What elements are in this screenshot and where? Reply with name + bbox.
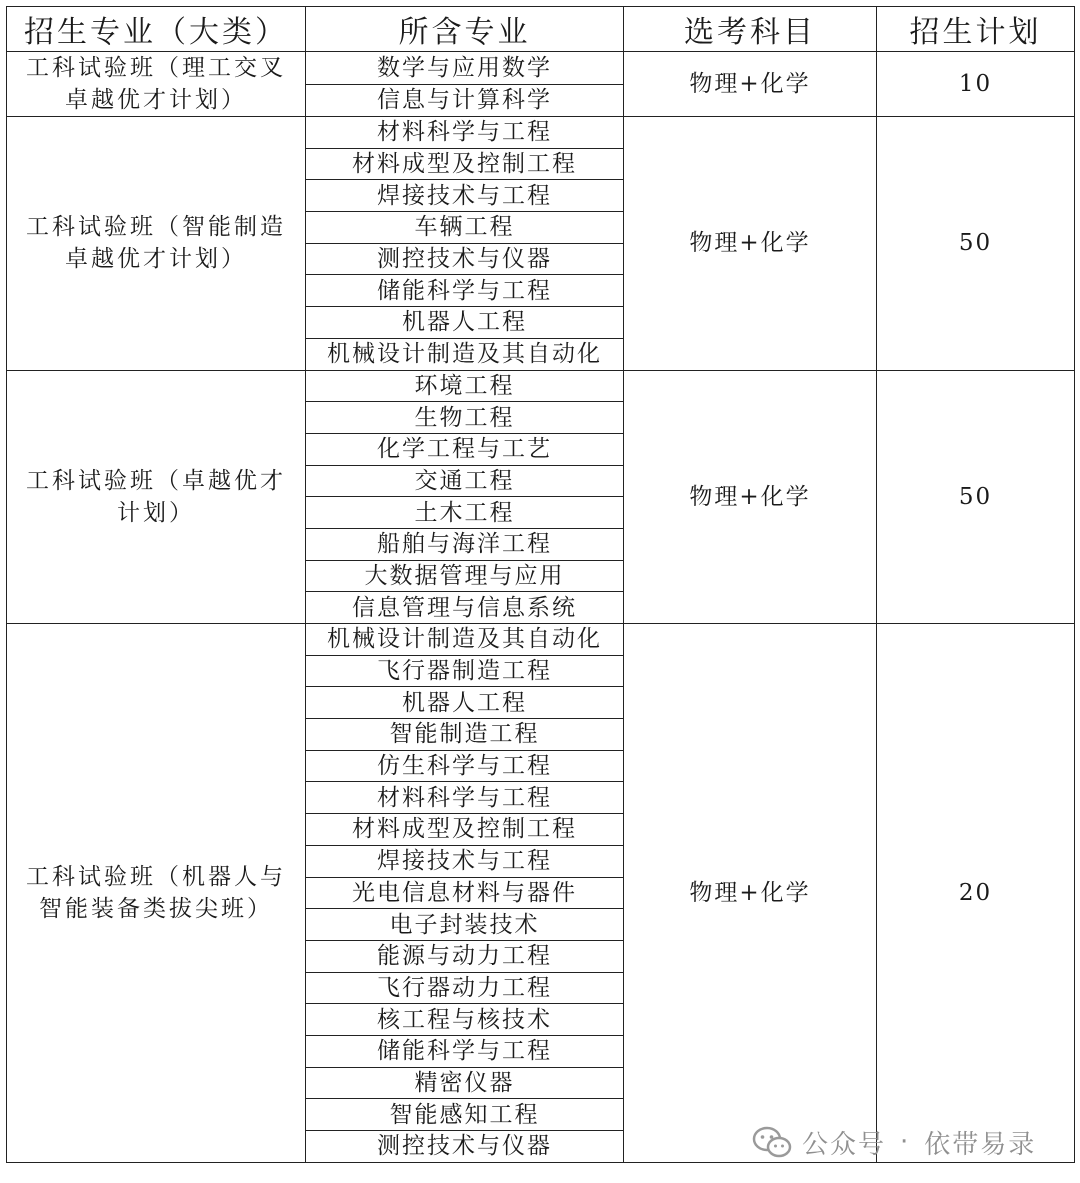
major-cell: 机械设计制造及其自动化 — [306, 338, 624, 370]
subjects-cell: 物理+化学 — [624, 117, 877, 371]
major-cell: 船舶与海洋工程 — [306, 528, 624, 560]
admissions-table — [6, 6, 1075, 1163]
watermark-account: 依带易录 — [924, 1129, 1037, 1160]
major-cell: 信息管理与信息系统 — [306, 592, 624, 624]
major-cell: 测控技术与仪器 — [306, 243, 624, 275]
major-cell: 土木工程 — [306, 497, 624, 529]
major-cell: 数学与应用数学 — [306, 52, 624, 85]
major-cell: 材料科学与工程 — [306, 117, 624, 149]
plan-cell: 50 — [877, 117, 1075, 371]
wechat-icon — [752, 1125, 792, 1159]
major-cell: 机器人工程 — [306, 687, 624, 719]
major-cell: 材料成型及控制工程 — [306, 148, 624, 180]
major-cell: 精密仪器 — [306, 1067, 624, 1099]
watermark-label: 公众号 — [802, 1129, 887, 1160]
major-cell: 信息与计算科学 — [306, 84, 624, 117]
watermark-separator: · — [900, 1127, 911, 1157]
table-row — [7, 117, 1075, 149]
major-cell: 环境工程 — [306, 370, 624, 402]
major-cell: 储能科学与工程 — [306, 275, 624, 307]
plan-cell: 50 — [877, 370, 1075, 624]
major-cell: 光电信息材料与器件 — [306, 877, 624, 909]
major-cell: 车辆工程 — [306, 212, 624, 244]
category-cell: 工科试验班（机器人与智能装备类拔尖班） — [7, 624, 306, 1163]
header-row — [7, 7, 1075, 52]
major-cell: 储能科学与工程 — [306, 1035, 624, 1067]
table-row — [7, 370, 1075, 402]
subjects-cell: 物理+化学 — [624, 370, 877, 624]
major-cell: 测控技术与仪器 — [306, 1131, 624, 1163]
category-cell: 工科试验班（卓越优才计划） — [7, 370, 306, 624]
major-cell: 交通工程 — [306, 465, 624, 497]
header-category: 招生专业（大类） — [7, 7, 306, 52]
header-plan: 招生计划 — [877, 7, 1075, 52]
major-cell: 能源与动力工程 — [306, 940, 624, 972]
plan-cell: 20 — [877, 624, 1075, 1163]
major-cell: 焊接技术与工程 — [306, 845, 624, 877]
table-row — [7, 624, 1075, 656]
major-cell: 核工程与核技术 — [306, 1004, 624, 1036]
header-subjects: 选考科目 — [624, 7, 877, 52]
subjects-cell: 物理+化学 — [624, 52, 877, 117]
major-cell: 材料成型及控制工程 — [306, 814, 624, 846]
major-cell: 机器人工程 — [306, 307, 624, 339]
category-cell: 工科试验班（理工交叉卓越优才计划） — [7, 52, 306, 117]
plan-cell: 10 — [877, 52, 1075, 117]
major-cell: 仿生科学与工程 — [306, 750, 624, 782]
watermark — [752, 1122, 1036, 1162]
category-cell: 工科试验班（智能制造卓越优才计划） — [7, 117, 306, 371]
major-cell: 智能制造工程 — [306, 719, 624, 751]
major-cell: 化学工程与工艺 — [306, 433, 624, 465]
major-cell: 机械设计制造及其自动化 — [306, 624, 624, 656]
table-body — [7, 52, 1075, 1163]
table-row — [7, 52, 1075, 85]
major-cell: 飞行器制造工程 — [306, 655, 624, 687]
header-majors: 所含专业 — [306, 7, 624, 52]
major-cell: 大数据管理与应用 — [306, 560, 624, 592]
subjects-cell: 物理+化学 — [624, 624, 877, 1163]
major-cell: 智能感知工程 — [306, 1099, 624, 1131]
major-cell: 材料科学与工程 — [306, 782, 624, 814]
major-cell: 飞行器动力工程 — [306, 972, 624, 1004]
major-cell: 生物工程 — [306, 402, 624, 434]
major-cell: 电子封装技术 — [306, 909, 624, 941]
major-cell: 焊接技术与工程 — [306, 180, 624, 212]
